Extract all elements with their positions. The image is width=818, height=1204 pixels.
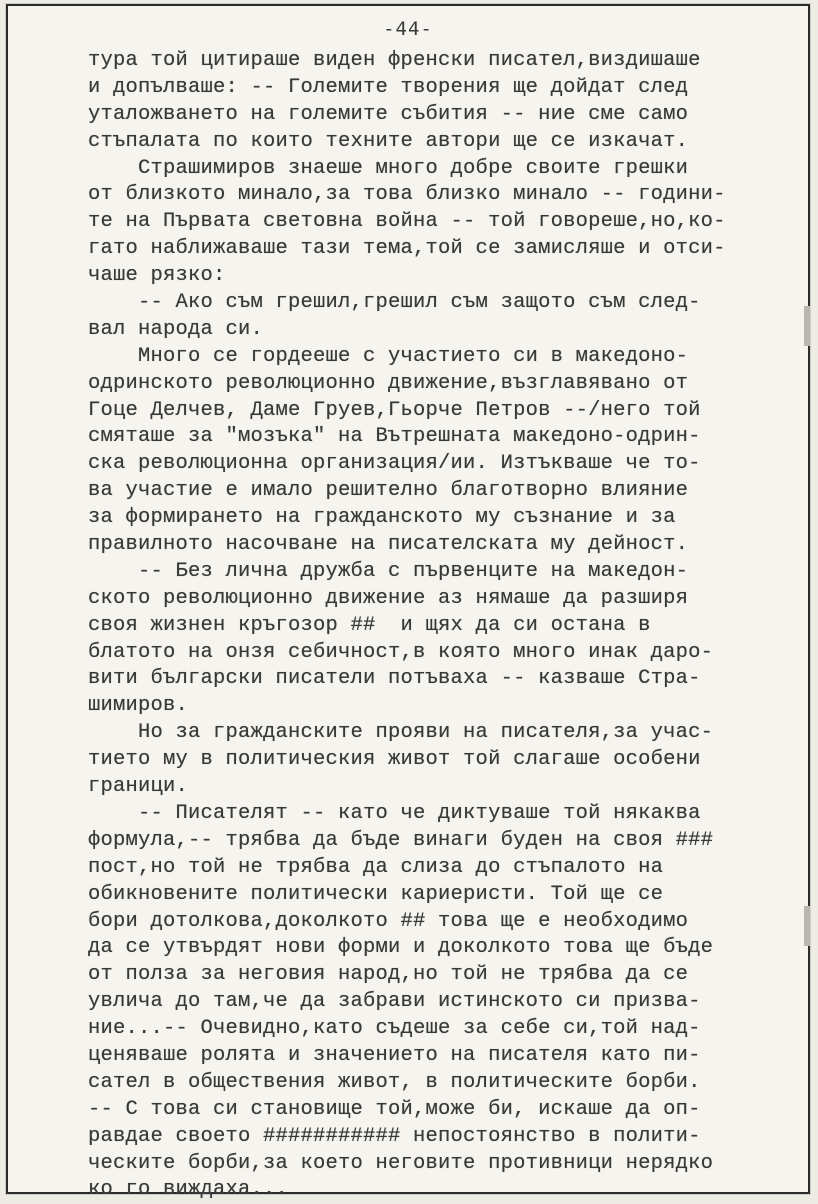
text-line: -- Ако съм грешил,грешил съм защото съм след- bbox=[88, 291, 701, 315]
text-line: бори дотолкова,доколкото ## това ще е необходимо bbox=[88, 909, 689, 933]
text-line: сател в обществения живот, в политическите борби. bbox=[88, 1070, 701, 1094]
text-line: равдае своето ########### непостоянство в полити- bbox=[88, 1124, 701, 1148]
text-line: от близкото минало,за това близко минало -- години- bbox=[88, 183, 726, 207]
text-line: ческите борби,за което неговите противници нерядко bbox=[88, 1151, 714, 1175]
text-line: тието му в политическия живот той слагаше особени bbox=[88, 748, 701, 772]
text-line: -- Писателят -- като че диктуваше той някаква bbox=[88, 801, 701, 825]
text-line: смяташе за "мозъка" на Вътрешната македоно-одрин- bbox=[88, 425, 701, 449]
text-line: Но за гражданските прояви на писателя,за учас- bbox=[88, 721, 714, 745]
body-text bbox=[88, 48, 818, 1204]
text-line: блатото на онзя себичност,в която много инак даро- bbox=[88, 640, 714, 664]
text-line: да се утвърдят нови форми и доколкото това ще бъде bbox=[88, 936, 714, 960]
text-line: -- С това си становище той,може би, искаше да оп- bbox=[88, 1097, 701, 1121]
text-line: тура той цитираше виден френски писател,виздишаше bbox=[88, 49, 701, 72]
text-line: гато наближаваше тази тема,той се замисляше и отси- bbox=[88, 237, 726, 261]
text-line: правилното насочване на писателската му дейност. bbox=[88, 533, 689, 557]
text-line: обикновените политически кариеристи. Той ще се bbox=[88, 882, 664, 906]
text-line: ценяваше ролята и значението на писателя като пи- bbox=[88, 1043, 701, 1067]
text-line: вити български писатели потъваха -- казваше Стра- bbox=[88, 667, 701, 691]
text-line: уталожването на големите събития -- ние сме само bbox=[88, 102, 689, 126]
text-line: ва участие е имало решително благотворно влияние bbox=[88, 479, 689, 503]
typewritten-page bbox=[6, 4, 810, 1202]
text-line: пост,но той не трябва да слиза до стъпалото на bbox=[88, 855, 664, 879]
text-line: за формирането на гражданското му съзнание и за bbox=[88, 506, 676, 530]
text-line: Гоце Делчев, Даме Груев,Гьорче Петров --/него той bbox=[88, 398, 701, 422]
text-line: ко го виждаха... bbox=[88, 1178, 289, 1202]
text-line: одринското революционно движение,възглавявано от bbox=[88, 371, 689, 395]
text-line: -- Без лична дружба с първенците на македон- bbox=[88, 559, 689, 583]
text-line: ското революционно движение аз нямаше да разширя bbox=[88, 586, 689, 610]
page-number: -44- bbox=[383, 18, 433, 40]
text-line: вал народа си. bbox=[88, 317, 264, 341]
text-line: и допълваше: -- Големите творения ще дойдат след bbox=[88, 75, 689, 99]
text-line: ние...-- Очевидно,като съдеше за себе си,той над- bbox=[88, 1017, 701, 1041]
text-line: чаше рязко: bbox=[88, 264, 226, 288]
text-line: Страшимиров знаеше много добре своите грешки bbox=[88, 156, 689, 180]
text-line: ска революционна организация/ии. Изтъкваше че то- bbox=[88, 452, 701, 476]
text-line: те на Първата световна война -- той говореше,но,ко- bbox=[88, 210, 726, 234]
text-line: своя жизнен кръгозор ## и щях да си остана в bbox=[88, 613, 651, 637]
text-line: увлича до там,че да забрави истинското си призва- bbox=[88, 990, 701, 1014]
text-line: стъпалата по които техните автори ще се изкачат. bbox=[88, 129, 689, 153]
text-line: Много се гордееше с участието си в македоно- bbox=[88, 344, 689, 368]
text-line: формула,-- трябва да бъде винаги буден на своя ### bbox=[88, 828, 714, 852]
text-line: от полза за неговия народ,но той не трябва да се bbox=[88, 963, 689, 987]
text-line: граници. bbox=[88, 775, 189, 799]
text-line: шимиров. bbox=[88, 694, 189, 718]
